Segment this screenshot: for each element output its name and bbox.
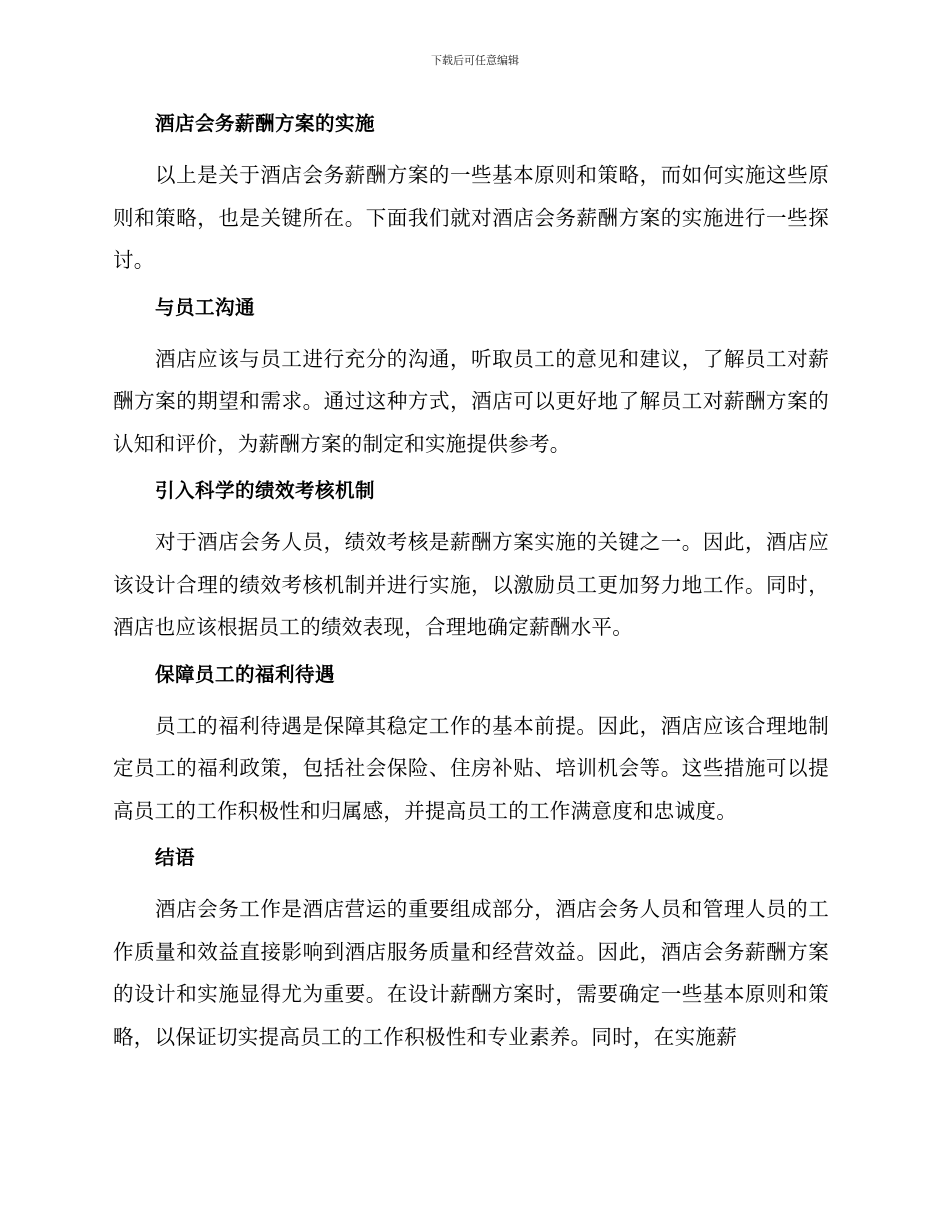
section-paragraph-implementation: 以上是关于酒店会务薪酬方案的一些基本原则和策略，而如何实施这些原则和策略，也是关键所在。下面我们就对酒店会务薪酬方案的实施进行一些探讨。 bbox=[113, 163, 829, 272]
page-header: 下载后可任意编辑 bbox=[431, 54, 519, 67]
section-heading-welfare: 保障员工的福利待遇 bbox=[155, 662, 336, 686]
section-paragraph-performance: 对于酒店会务人员，绩效考核是薪酬方案实施的关键之一。因此，酒店应该设计合理的绩效考核机制并进行实施，以激励员工更加努力地工作。同时，酒店也应该根据员工的绩效表现，合理地确定薪酬水平。 bbox=[113, 530, 829, 639]
section-heading-conclusion: 结语 bbox=[155, 846, 196, 869]
section-paragraph-welfare: 员工的福利待遇是保障其稳定工作的基本前提。因此，酒店应该合理地制定员工的福利政策，包括社会保险、住房补贴、培训机会等。这些措施可以提高员工的工作积极性和归属感，并提高员工的工作满意度和忠诚度。 bbox=[113, 713, 829, 823]
section-heading-implementation: 酒店会务薪酬方案的实施 bbox=[155, 112, 376, 135]
section-paragraph-communication: 酒店应该与员工进行充分的沟通，听取员工的意见和建议，了解员工对薪酬方案的期望和需求。通过这种方式，酒店可以更好地了解员工对薪酬方案的认知和评价，为薪酬方案的制定和实施提供参考。 bbox=[113, 346, 829, 456]
section-heading-communication: 与员工沟通 bbox=[155, 295, 256, 319]
document-body bbox=[113, 110, 829, 1070]
section-heading-performance: 引入科学的绩效考核机制 bbox=[155, 479, 376, 502]
section-paragraph-conclusion: 酒店会务工作是酒店营运的重要组成部分，酒店会务人员和管理人员的工作质量和效益直接影响到酒店服务质量和经营效益。因此，酒店会务薪酬方案的设计和实施显得尤为重要。在设计薪酬方案时，需要确定一些基本原则和策略，以保证切实提高员工的工作积极性和专业素养。同时，在实施薪 bbox=[113, 897, 829, 1049]
